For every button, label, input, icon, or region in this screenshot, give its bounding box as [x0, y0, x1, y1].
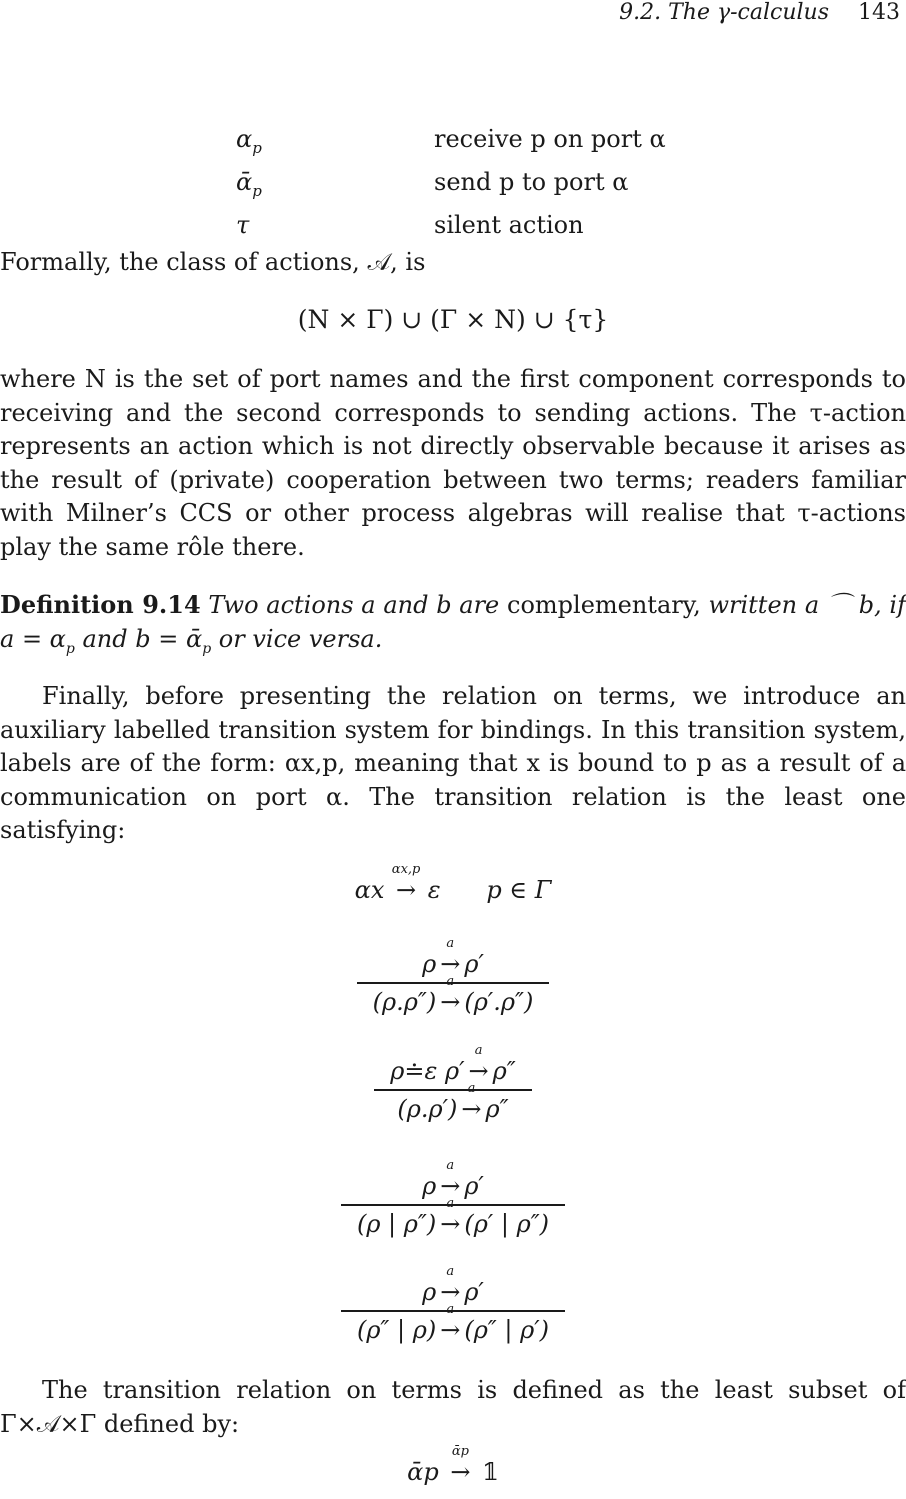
paragraph-finally: Finally, before presenting the relation on terms, we introduce an auxiliary labelled transition system for bindings. In this transition system, labels are of the form: αx,p, meaning that x is bound to p as a result of a communication on port α. The transition relation is the least one satisfying: — [0, 682, 906, 844]
binding-axiom: αx αx,p → ε p ∈ Γ — [354, 862, 552, 904]
definition-label: Definition 9.14 — [0, 590, 201, 619]
formula-actions: (N × Γ) ∪ (Γ × N) ∪ {τ} — [297, 305, 609, 334]
action-symbol: $\alpha_p$ — [236, 125, 262, 157]
definition-9-14: Definition 9.14 Two actions a and b are complementary, written a ⌒ b, if $a = \alpha_p$ and b = ᾱ$_p$ or vice versa. — [0, 590, 906, 657]
table-row — [236, 122, 666, 165]
action-description: silent action — [434, 210, 584, 239]
table-row — [236, 208, 666, 251]
inference-rule-seq: ρ a → ρ′ (ρ.ρ″) a → (ρ′.ρ″) — [0, 950, 906, 1016]
action-description: send p to port α — [434, 167, 629, 196]
inference-rule-par-right: ρ a → ρ′ (ρ″ | ρ) a → (ρ″ | ρ′) — [0, 1278, 906, 1344]
definition-term: complementary, — [507, 591, 701, 619]
inference-rule-par-left: ρ a → ρ′ (ρ | ρ″) a → (ρ′ | ρ″) — [0, 1172, 906, 1238]
action-description: receive p on port α — [434, 125, 666, 153]
send-axiom: ᾱp ᾱp → 𝟙 — [407, 1444, 499, 1486]
page-number: 143 — [858, 0, 900, 25]
inference-rule-epsilon: ρ≐ε ρ′ a → ρ″ (ρ.ρ′) a → ρ″ — [0, 1057, 906, 1123]
action-symbol: τ — [236, 210, 250, 239]
paragraph-transition: The transition relation on terms is defined as the least subset of Γ×𝒜×Γ defined by: — [0, 1376, 906, 1438]
section-title: 9.2. The γ-calculus — [619, 0, 829, 25]
transition-arrow: αx,p → — [391, 862, 421, 904]
transition-arrow: ᾱp → — [450, 1444, 471, 1486]
paragraph-where: where N is the set of port names and the first component corresponds to receiving and the second corresponds to sending actions. The τ-action represents an action which is not directly observable because it arises as the result of (private) cooperation between two terms; readers familiar with Milner’s CCS or other process algebras will realise that τ-actions play the same rôle there. — [0, 365, 906, 561]
actions-table — [236, 122, 666, 250]
running-header — [619, 0, 900, 25]
action-symbol: ᾱ$_p$ — [236, 167, 262, 200]
paragraph-formally: Formally, the class of actions, 𝒜, is — [0, 248, 426, 276]
table-row — [236, 165, 666, 208]
